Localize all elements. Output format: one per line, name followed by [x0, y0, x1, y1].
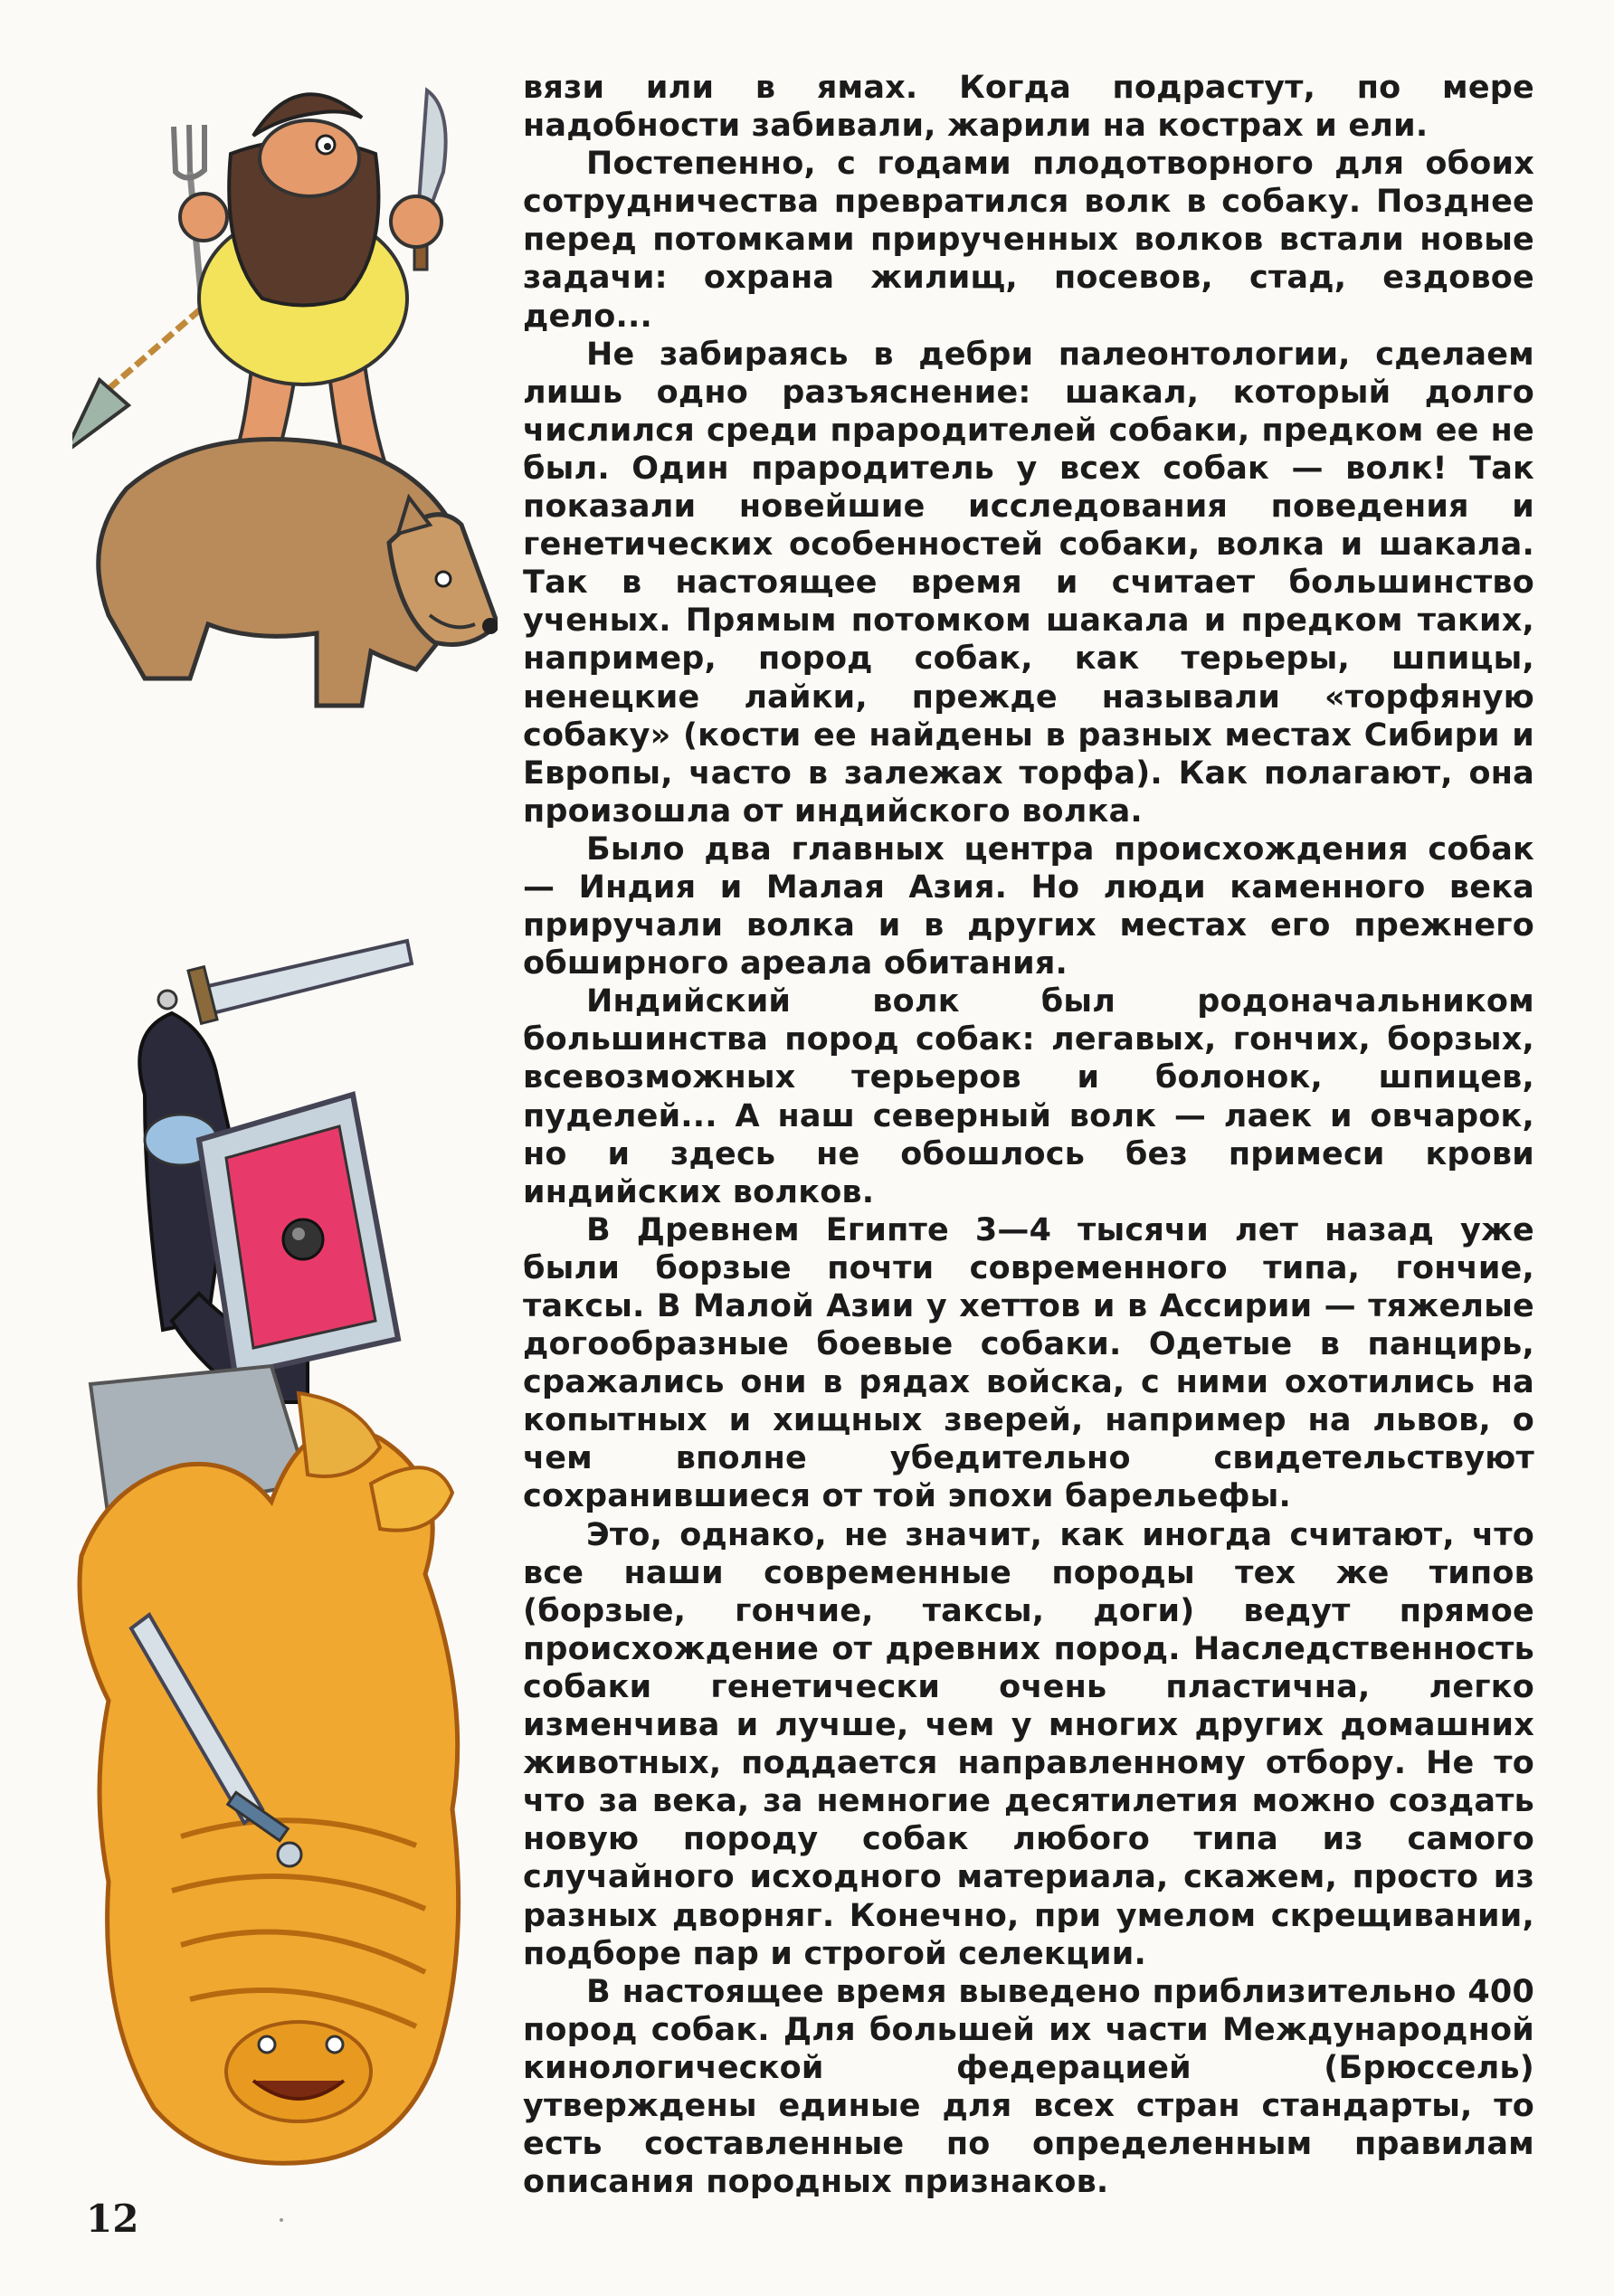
- sword-icon: [158, 941, 412, 1023]
- paragraph: Было два главных центра происхождения собак — Индия и Малая Азия. Но люди каменного века приручали волка и в других местах его прежнего обширного ареала обитания.: [523, 830, 1534, 982]
- print-speck: [280, 2218, 283, 2222]
- paragraph: вязи или в ямах. Когда подрастут, по мере надобности забивали, жарили на кострах и ели.: [523, 70, 1534, 145]
- illustration-svg: [72, 72, 498, 2171]
- paragraph: Постепенно, с годами плодотворного для обоих сотрудничества превратился волк в собаку. Позднее перед потомками прирученных волков встали новые задачи: охрана жилищ, посевов, стад, ездовое дело...: [523, 146, 1534, 335]
- paragraph: В настоящее время выведено приблизительно 400 пород собак. Для большей их части Международной кинологической федерацией (Брюссель) утверждены единые для всех стран стандарты, то есть составленные по определенным правилам описания породных признаков.: [523, 1973, 1534, 2201]
- paragraph: Индийский волк был родоначальником большинства пород собак: легавых, гончих, борзых, всевозможных терьеров и болонок, шпицев, пуделей... А наш северный волк — лаек и овчарок, но и здесь не обошлось без примеси крови индийских волков.: [523, 983, 1534, 1210]
- shield-icon: [199, 1095, 398, 1375]
- paragraph: В Древнем Египте 3—4 тысячи лет назад уже были борзые почти современного типа, гончие, таксы. В Малой Азии у хеттов и в Ассирии — тяжелые догообразные боевые собаки. Одетые в панцирь, сражались они в рядах войска, с ними охотились на копытных и хищных зверей, например на львов, о чем вполне убедительно свидетельствуют сохранившиеся от той эпохи барельефы.: [523, 1211, 1534, 1515]
- paragraph: Это, однако, не значит, как иногда считают, что все наши современные породы тех же типов (борзые, гончие, таксы, доги) ведут прямое происхождение от древних пород. Наследственность собаки генетически очень пластична, легко изменчива и лучше, чем у многих других домашних животных, поддается направленному отбору. Не то что за века, за немногие десятилетия можно создать новую породу собак любого типа из самого случайного исходного материала, скажем, просто из разных дворняг. Конечно, при умелом скрещивании, подборе пар и строгой селекции.: [523, 1516, 1534, 1972]
- lion-illustration: [80, 1393, 459, 2163]
- paragraph: Не забираясь в дебри палеонтологии, сделаем лишь одно разъяснение: шакал, который долго числился среди прародителей собаки, предком ее не был. Один прародитель у всех собак — волк! Так показали новейшие исследования поведения и генетических особенностей собаки, волка и шакала. Так в настоящее время и считает большинство ученых. Прямым потомком шакала и предком таких, например, пород собак, как терьеры, шпицы, ненецкие лайки, прежде называли «торфяную собаку» (кости ее найдены в разных местах Сибири и Европы, часто в залежах торфа). Как полагают, она произошла от индийского волка.: [523, 336, 1534, 830]
- dog-illustration: [99, 440, 498, 706]
- illustration-column: [72, 72, 498, 2171]
- article-text: [523, 69, 1534, 2201]
- caveman-illustration: [72, 90, 446, 461]
- page-number: 12: [86, 2196, 139, 2241]
